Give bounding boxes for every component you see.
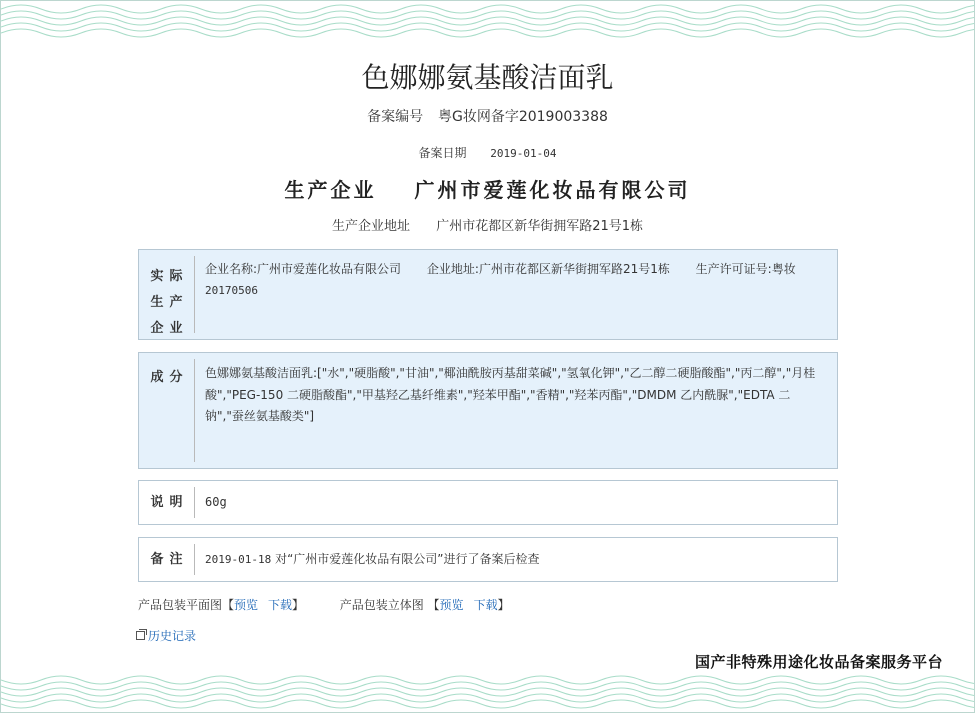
company-name-field: [205, 262, 401, 276]
history-label[interactable]: 历史记录: [148, 629, 197, 643]
product-title: 色娜娜氨基酸洁面乳: [361, 61, 614, 94]
solid-preview-link[interactable]: 预览: [439, 598, 464, 612]
solid-image-close: 】: [497, 598, 510, 612]
history-link[interactable]: [136, 627, 196, 644]
note-date: 2019-01-18: [205, 553, 272, 566]
company-address-label: 企业地址:: [426, 262, 479, 276]
license-label: 生产许可证号:: [695, 262, 772, 276]
record-number-value: 粤G妆网备字2019003388: [437, 109, 608, 125]
record-number-line: [0, 106, 975, 126]
producer-line: [0, 174, 975, 203]
license-number: 20170506: [205, 284, 258, 297]
producer-address-line: [0, 215, 975, 234]
note-content: [195, 538, 837, 581]
flat-image-label: 产品包装平面图【: [138, 598, 235, 612]
note-section: [138, 537, 838, 582]
package-images-row: [138, 596, 510, 613]
producer-address-value: 广州市花都区新华街拥军路21号1栋: [436, 219, 644, 234]
company-name-label: 企业名称:: [205, 262, 258, 276]
ingredients-section: [138, 352, 838, 469]
flat-download-link[interactable]: 下载: [268, 598, 293, 612]
ingredients-label: 成分: [139, 359, 195, 462]
license-prefix: 粤妆: [771, 262, 796, 276]
producer-label: 生产企业: [284, 178, 377, 202]
flat-preview-link[interactable]: 预览: [234, 598, 259, 612]
actual-producer-label: 实际生产企业: [139, 256, 195, 333]
spec-section: [138, 480, 838, 525]
company-address-field: [427, 262, 670, 276]
record-date-value: 2019-01-04: [490, 147, 557, 160]
flat-image-close: 】: [292, 598, 305, 612]
note-label: 备注: [139, 544, 195, 575]
note-text: 对“广州市爱莲化妆品有限公司”进行了备案后检查: [275, 552, 540, 566]
platform-name: 国产非特殊用途化妆品备案服务平台: [694, 653, 943, 671]
solid-image-label: 产品包装立体图 【: [339, 598, 440, 612]
record-date-label: 备案日期: [418, 146, 467, 160]
top-wave-border: [1, 1, 974, 41]
popup-window-icon: [136, 631, 145, 640]
company-address-value: 广州市花都区新华街拥军路21号1栋: [478, 262, 670, 276]
spec-label: 说明: [139, 487, 195, 518]
producer-address-label: 生产企业地址: [331, 219, 410, 234]
company-name-value: 广州市爱莲化妆品有限公司: [257, 262, 402, 276]
bottom-wave-border: [1, 672, 974, 712]
record-date-line: [0, 144, 975, 161]
spec-value: 60g: [205, 495, 227, 509]
actual-producer-content: [195, 250, 837, 339]
actual-producer-section: [138, 249, 838, 340]
solid-download-link[interactable]: 下载: [473, 598, 498, 612]
producer-value: 广州市爱莲化妆品有限公司: [414, 178, 691, 202]
ingredients-text: 色娜娜氨基酸洁面乳:["水","硬脂酸","甘油","椰油酰胺丙基甜菜碱","氢氧化钾","乙二醇二硬脂酸酯","丙二醇","月桂酸","PEG-150 二硬脂酸酯","甲基羟乙基纤维素","羟苯甲酯","香精","羟苯丙酯","DMDM 乙内酰脲","EDTA 二钠","蚕丝氨基酸类"]: [205, 366, 816, 423]
record-number-label: 备案编号: [367, 109, 424, 125]
